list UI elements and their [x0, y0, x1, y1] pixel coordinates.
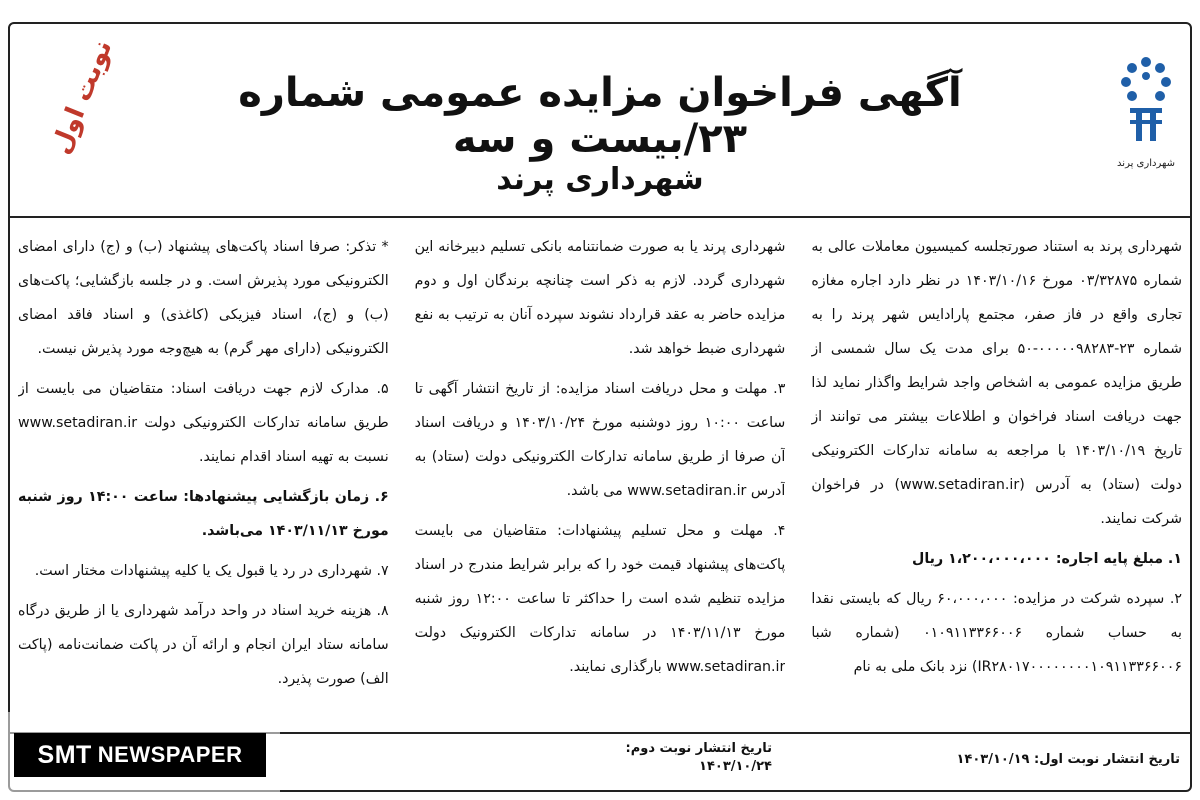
watermark-brand-strong: SMT: [37, 740, 92, 769]
second-publish-block: [612, 740, 772, 776]
watermark-brand-rest: NEWSPAPER: [97, 742, 243, 767]
turn-stamp: نوبت اول: [45, 35, 119, 159]
paragraph-documents-deadline: ۳. مهلت و محل دریافت اسناد مزایده: از تاریخ انتشار آگهی تا ساعت ۱۰:۰۰ روز دوشنبه مورخ ۱۴۰۳/۱۰/۲۴ و دریافت اسناد آن صرفا از طریق سامانه تدارکات الکترونیکی دولت (ستاد) به آدرس www.setadiran.ir می باشد.: [414, 381, 786, 499]
municipality-logo: [1116, 54, 1176, 204]
paragraph-base-rent: ۱. مبلغ پایه اجاره: ۱،۲۰۰،۰۰۰،۰۰۰ ریال: [912, 551, 1182, 567]
paragraph-required-docs: ۵. مدارک لازم جهت دریافت اسناد: متقاضیان می بایست از طریق سامانه تدارکات الکترونیکی دولت www.setadiran.ir نسبت به تهیه اسناد اقدام نمایند.: [17, 381, 389, 465]
column-middle: [415, 230, 786, 718]
paragraph-rights: ۷. شهرداری در رد یا قبول یک یا کلیه پیشنهادات مختار است.: [34, 563, 389, 579]
paragraph-submission-deadline: ۴. مهلت و محل تسلیم پیشنهادات: متقاضیان می بایست پاکت‌های پیشنهاد قیمت خود را که برابر شرایط مندرج در اسناد مزایده تنظیم شده است را حداکثر تا ساعت ۱۲:۰۰ روز شنبه مورخ ۱۴۰۳/۱۱/۱۳ در سامانه تدارکات الکترونیک دولت www.setadiran.ir بارگذاری نمایند.: [414, 523, 786, 675]
paragraph-fees: ۸. هزینه خرید اسناد در واحد درآمد شهرداری یا از طریق درگاه سامانه ستاد ایران انجام و ارائه آن در پاکت ضمانت‌نامه (پاکت الف) صورت پذیرد.: [17, 603, 389, 687]
paragraph-guarantee: شهرداری پرند یا به صورت ضمانتنامه بانکی تسلیم دبیرخانه این شهرداری گردد. لازم به ذکر است چنانچه برندگان اول و دوم مزایده حاضر به عقد قرارداد نشوند سپرده آنان به ترتیب به نفع شهرداری ضبط خواهد شد.: [414, 239, 786, 357]
logo-caption: شهرداری پرند: [1117, 158, 1175, 169]
paragraph-opening-time: ۶. زمان بازگشایی پیشنهادها: ساعت ۱۴:۰۰ روز شنبه مورخ ۱۴۰۳/۱۱/۱۳ می‌باشد.: [17, 489, 389, 539]
paragraph-deposit: ۲. سپرده شرکت در مزایده: ۶۰،۰۰۰،۰۰۰ ریال که بایستی نقدا به حساب شماره ۰۱۰۹۱۱۳۳۶۶۰۰۶ (شماره شبا IR۲۸۰۱۷۰۰۰۰۰۰۰۰۱۰۹۱۱۳۳۶۶۰۰۶) نزد بانک ملی به نام: [811, 591, 1182, 675]
second-publish-label: تاریخ انتشار نوبت دوم:: [625, 741, 772, 756]
ad-header: [8, 22, 1192, 218]
paragraph-note: * تذکر: صرفا اسناد پاکت‌های پیشنهاد (ب) و (ج) دارای امضای الکترونیکی مورد پذیرش است. و در جلسه بازگشایی؛ پاکت‌های (ب) و (ج)، اسناد فیزیکی (کاغذی) و اسناد فاقد امضای الکترونیکی (دارای مهر گرم) به هیچ‌وجه مورد پذیرش نیست.: [17, 239, 389, 357]
smt-newspaper-watermark: [14, 733, 266, 777]
first-publish-date: تاریخ انتشار نوبت اول: ۱۴۰۳/۱۰/۱۹: [956, 752, 1180, 767]
ad-title: آگهی فراخوان مزایده عمومی شماره ۲۳/بیست و سه: [238, 70, 962, 162]
ad-body-columns: [18, 230, 1182, 718]
column-right: [811, 230, 1182, 718]
second-publish-date: ۱۴۰۳/۱۰/۲۴: [699, 759, 772, 774]
paragraph-intro: شهرداری پرند به استناد صورتجلسه کمیسیون معاملات عالی به شماره ۰۳/۳۲۸۷۵ مورخ ۱۴۰۳/۱۰/۱۶ در نظر دارد اجاره مغازه تجاری واقع در فاز صفر، مجتمع پارادایس شهر پرند را به شماره ۲۳-۰۰۰۰۰۹۸۲۸۳-۵۰ برای مدت یک سال شمسی از طریق مزایده عمومی به اشخاص واجد شرایط واگذار نماید لذا جهت دریافت اسناد فراخوان و اطلاعات بیشتر می توانند از تاریخ ۱۴۰۳/۱۰/۱۹ با مراجعه به سامانه تدارکات الکترونیکی دولت (ستاد) به آدرس (www.setadiran.ir) در فراخوان شرکت نمایند.: [811, 239, 1182, 527]
parand-logo-icon: [1120, 54, 1172, 154]
column-left: [18, 230, 389, 718]
ad-subtitle: شهرداری پرند: [496, 162, 704, 197]
